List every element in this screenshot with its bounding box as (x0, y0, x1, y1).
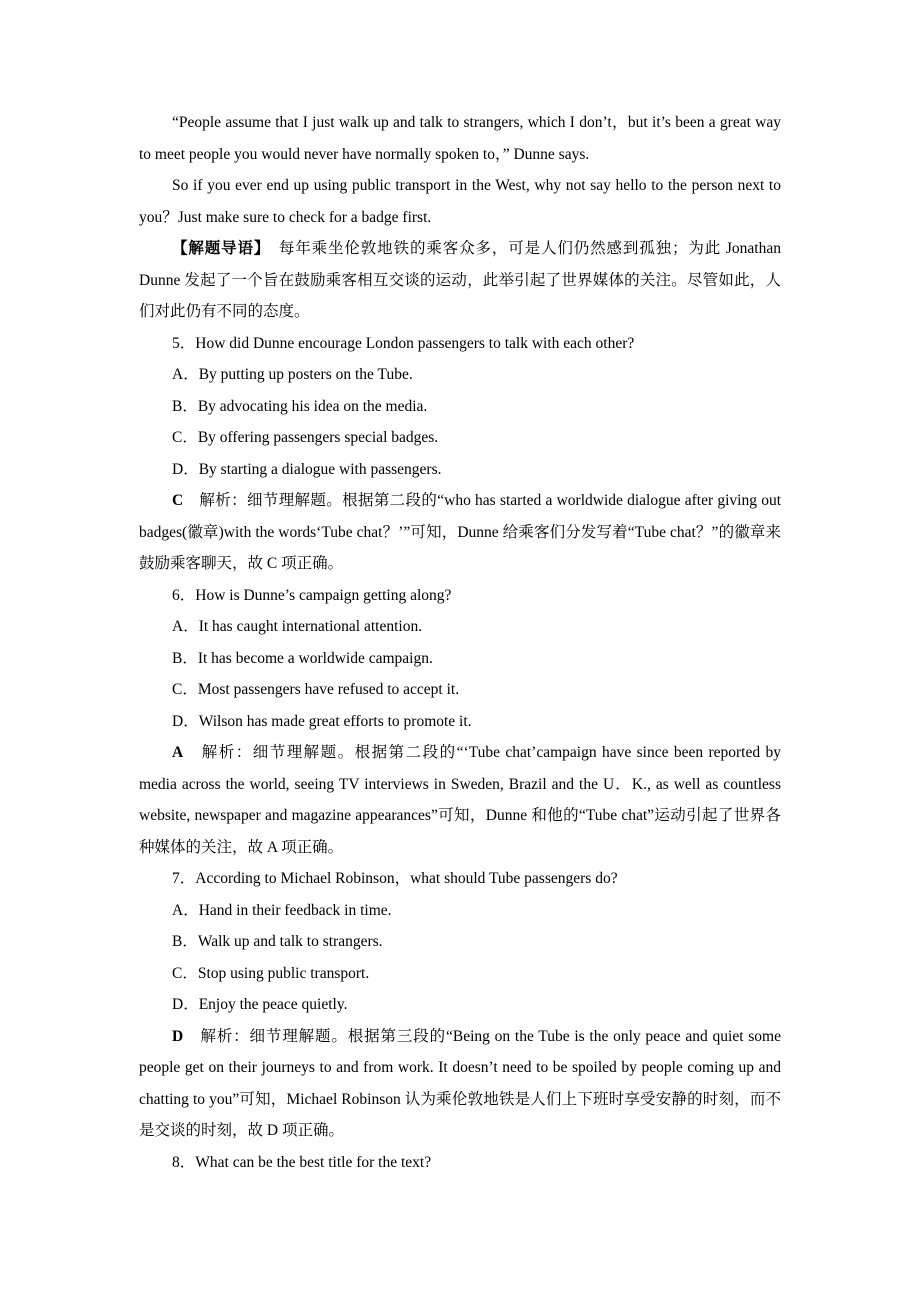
explanation (139, 737, 781, 863)
guide-label: 【解题导语】 (172, 240, 263, 257)
option: B．By advocating his idea on the media. (172, 397, 428, 415)
option: C．By offering passengers special badges. (172, 429, 439, 446)
answer-letter: D (172, 1027, 184, 1045)
explanation-text: 解析：细节理解题。根据第二段的“‘Tube chat’campaign have since been reported by media across the world, seeing TV interviews in Sweden, Brazil and the U．K., as well as countless website, newspaper and magazine appearances”可知，Dunne 和他的“Tube chat”运动引起了世界各种媒体的关注，故 A 项正确。 (139, 744, 781, 856)
explanation-text: 解析：细节理解题。根据第二段的“who has started a worldwide dialogue after giving out badges(徽章)with the words‘Tube chat？’”可知，Dunne 给乘客们分发写着“Tube chat？”的徽章来鼓励乘客聊天，故 C 项正确。 (139, 492, 781, 572)
explanation-text: 解析：细节理解题。根据第三段的“Being on the Tube is the only peace and quiet some people get on their journeys to and from work. It doesn’t need to be spoiled by people coming up and chatting to you”可知，Michael Robinson 认为乘伦敦地铁是人们上下班时享受安静的时刻，而不是交谈的时刻，故 D 项正确。 (139, 1027, 781, 1139)
guide-text: 每年乘坐伦敦地铁的乘客众多，可是人们仍然感到孤独；为此 Jonathan Dunne 发起了一个旨在鼓励乘客相互交谈的运动，此举引起了世界媒体的关注。尽管如此，人们对此仍有不同的态度。 (139, 240, 781, 320)
answer-letter: C (172, 492, 184, 509)
passage-paragraph: “People assume that I just walk up and talk to strangers, which I don’t，but it’s been a great way to meet people you would never have normally spoken to，” Dunne says. (139, 114, 781, 163)
option: B．Walk up and talk to strangers. (172, 933, 383, 950)
option: D．Wilson has made great efforts to promote it. (172, 712, 472, 730)
option: B．It has become a worldwide campaign. (172, 649, 433, 667)
document-body (139, 107, 781, 1178)
explanation (139, 1021, 781, 1147)
question-stem: 7．According to Michael Robinson，what should Tube passengers do? (172, 870, 618, 887)
question-stem: 5．How did Dunne encourage London passengers to talk with each other? (172, 334, 635, 352)
option: D．By starting a dialogue with passengers. (172, 460, 442, 478)
passage-paragraph: So if you ever end up using public transport in the West, why not say hello to the person next to you？Just make sure to check for a badge first. (139, 177, 781, 226)
explanation (139, 485, 781, 580)
answer-letter: A (172, 744, 184, 761)
guide-paragraph (139, 233, 781, 328)
question-stem: 6．How is Dunne’s campaign getting along? (172, 586, 452, 604)
option: C．Most passengers have refused to accept it. (172, 681, 460, 698)
option: A．Hand in their feedback in time. (172, 901, 392, 919)
option: D．Enjoy the peace quietly. (172, 996, 348, 1013)
option: A．It has caught international attention. (172, 618, 423, 635)
option: A．By putting up posters on the Tube. (172, 366, 413, 383)
option: C．Stop using public transport. (172, 964, 370, 982)
question-stem: 8．What can be the best title for the text? (172, 1153, 432, 1171)
